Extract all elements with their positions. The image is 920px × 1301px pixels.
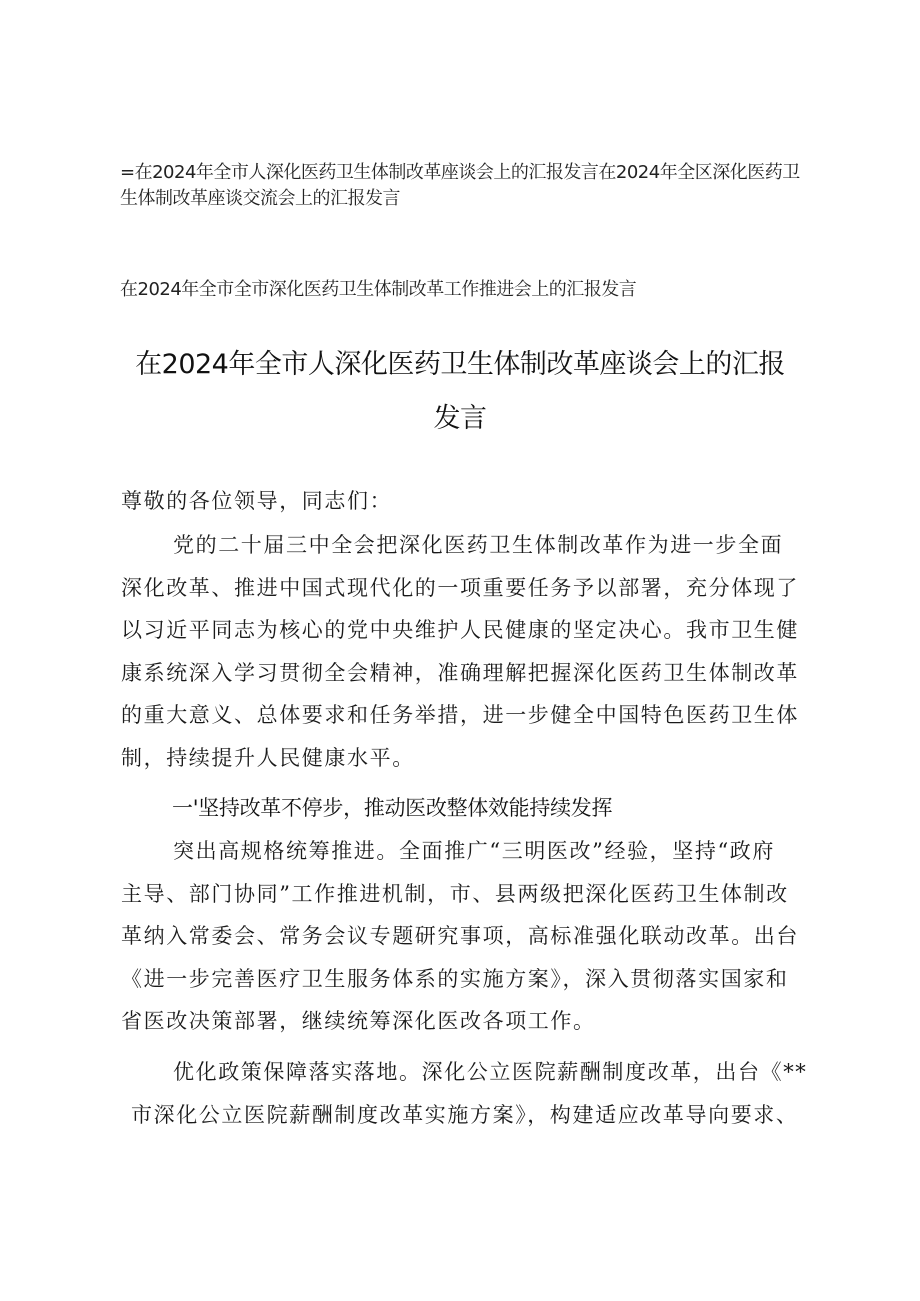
paragraph-line: 深化改革、推进中国式现代化的一项重要任务予以部署，充分体现了 (121, 575, 799, 600)
section-heading: 一'坚持改革不停步，推动医改整体效能持续发挥 (172, 796, 613, 820)
paragraph-line: 省医改决策部署，继续统筹深化医改各项工作。 (121, 1009, 596, 1033)
paragraph-policy (121, 1051, 811, 1136)
paragraph-line: 的重大意义、总体要求和任务举措，进一步健全中国特色医药卫生体 (121, 703, 799, 727)
paragraph-line: 革纳入常委会、常务会议专题研究事项，高标准强化联动改革。出台 (121, 924, 799, 948)
document-title (110, 338, 810, 446)
paragraph-line: 主导、部门协同”工作推进机制，市、县两级把深化医药卫生体制改 (121, 881, 789, 906)
paragraph-line: 《进一步完善医疗卫生服务体系的实施方案》，深入贯彻落实国家和 (121, 966, 789, 991)
paragraph-line: 制，持续提升人民健康水平。 (121, 745, 415, 770)
paragraph-line: 市深化公立医院薪酬制度改革实施方案》，构建适应改革导向要求、 (131, 1102, 799, 1127)
paragraph-line: 突出高规格统筹推进。全面推广“三明医改”经验，坚持“政府 (173, 839, 776, 863)
toc-entry-2: 在2024年全市全市深化医药卫生体制改革工作推进会上的汇报发言 (120, 279, 637, 300)
toc-entry-1: =在2024年全市人深化医药卫生体制改革座谈会上的汇报发言在2024年全区深化医药卫生体制改革座谈交流会上的汇报发言 (120, 162, 800, 209)
title-line-2: 发言 (433, 403, 487, 434)
paragraph-line: 党的二十届三中全会把深化医药卫生体制改革作为进一步全面 (173, 533, 784, 557)
paragraph-intro (121, 524, 811, 779)
paragraph-coordination (121, 830, 811, 1043)
paragraph-line: 以习近平同志为核心的党中央维护人民健康的坚定决心。我市卫生健 (121, 618, 799, 642)
title-line-1: 在2024年全市人深化医药卫生体制改革座谈会上的汇报 (135, 349, 785, 380)
paragraph-line: 康系统深入学习贯彻全会精神，准确理解把握深化医药卫生体制改革 (121, 660, 799, 685)
salutation: 尊敬的各位领导，同志们： (121, 489, 393, 513)
paragraph-line: 优化政策保障落实落地。深化公立医院薪酬制度改革，出台《** (173, 1060, 808, 1084)
